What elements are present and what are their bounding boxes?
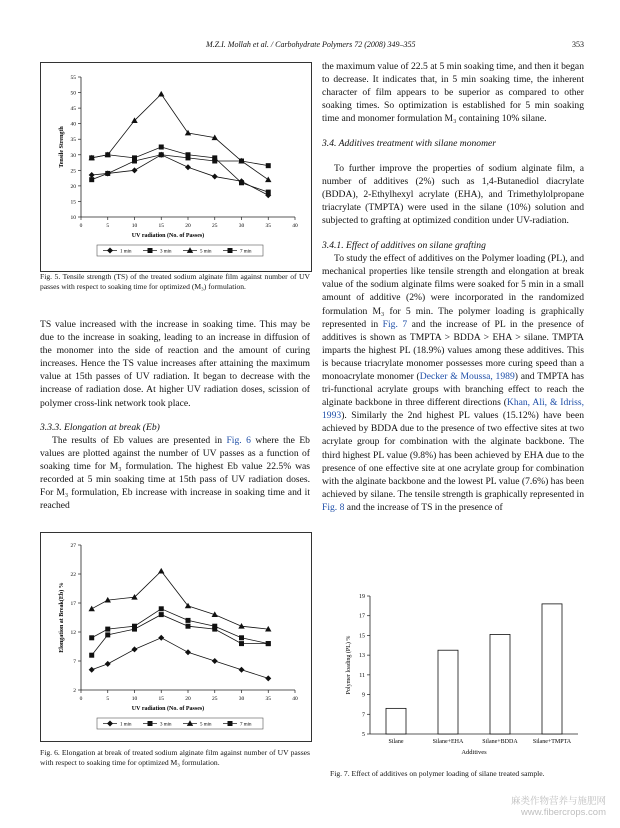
data-point [89,177,94,182]
data-point [239,635,244,640]
x-tick-label: 5 [106,696,110,702]
data-point [132,167,138,173]
y-tick-label: 15 [359,633,365,640]
x-tick-label: 0 [79,223,83,229]
watermark-line-1: 麻类作物营养与施肥网 [510,796,606,807]
x-axis-label: UV radiation (No. of Passes) [131,233,205,239]
figure-6-frame [40,532,312,742]
y-tick-label: 11 [359,672,365,679]
legend-label: 1 min [120,722,132,728]
legend-label: 1 min [120,249,132,255]
y-tick-label: 45 [70,106,76,113]
data-point [89,155,94,160]
right-paragraph-2: To further improve the properties of sodium alginate film, a number of additives (2%) such as 1,4-Butanediol diacrylate (BDDA), 2-Ethylhexyl acrylate (EHA), and Trimethylolpropane triacrylate (TMPTA) were used in the silane (10%) solution and subjected to grafting at optimized condition under UV-radiation. [322,162,584,226]
data-point [105,152,110,157]
fig8-link[interactable]: Fig. 8 [322,501,345,513]
text-run: ). Similarly the 2nd highest PL values (15.12%) have been achieved by BDDA due to the presence of two effective sites at two acrylate group for combination with the alginate backbone. The third highest PL value (9.8%) has been achieved by EHA due to the presence of one effective site at one acrylate group for combination with the alginate backbone and the lowest PL value (7.6%) has been achieved by silane. The tensile strength is graphically represented in [322,410,584,500]
section-3-4-heading: 3.4. Additives treatment with silane monomer [322,138,497,150]
y-tick-label: 25 [70,168,76,175]
data-point [158,635,164,641]
left-column-top [40,318,310,512]
legend-label: 7 min [240,249,252,255]
legend-marker [107,721,113,727]
legend-label: 7 min [240,722,252,728]
y-tick-label: 30 [70,152,76,159]
data-point [239,641,244,646]
x-tick-label: Silane+BDDA [482,739,518,745]
text-run: where the Eb values are plotted against the number of UV passes as a function of soaking time for M₃ formulation. The highest Eb value 22.5% was recorded at 5 min soaking time at 15th pass of UV radiation doses. For M₃ formulation, Eb increase with increase in soaking time and it reached [40,434,310,512]
data-point [159,152,164,157]
x-tick-label: 0 [79,696,83,702]
x-tick-label: 15 [158,223,164,229]
watermark-line-2: www.fibercrops.com [521,807,606,818]
data-point [212,627,217,632]
figure-5-chart [41,63,311,271]
legend-label: 3 min [160,249,172,255]
legend-marker [187,247,193,253]
data-point [132,627,137,632]
x-tick-label: Silane+EHA [432,739,464,745]
x-tick-label: 15 [158,696,164,702]
data-point [212,155,217,160]
data-point [89,172,95,178]
data-point [265,176,271,182]
decker-moussa-citation-link[interactable]: Decker & Moussa, 1989 [419,370,515,382]
journal-citation: M.Z.I. Mollah et al. / Carbohydrate Polymers 72 (2008) 349–355 [206,40,416,49]
data-point [186,624,191,629]
y-tick-label: 17 [70,601,76,607]
legend-label: 3 min [160,722,172,728]
y-axis-label: Elongation at Break(Eb) % [59,582,65,653]
right-paragraph-3 [322,252,584,514]
y-axis-label: Tensile Strength [59,126,65,168]
y-tick-label: 22 [70,572,76,578]
y-tick-label: 12 [70,630,76,636]
legend-marker [148,721,153,726]
series-line [92,615,269,656]
bar [490,634,510,734]
data-point [238,623,244,629]
y-tick-label: 20 [70,183,76,190]
text-run: The results of Eb values are presented in [52,434,227,446]
bar [542,604,562,734]
data-point [159,612,164,617]
series-line [92,94,269,180]
y-tick-label: 17 [359,613,365,620]
y-tick-label: 7 [73,659,76,665]
text-run: ) and TMPTA has tri-functional acrylate groups with branching effect to reach the alginate backbone in three different directions ( [322,370,585,409]
data-point [105,171,110,176]
data-point [266,190,271,195]
x-tick-label: 30 [238,696,245,702]
text-run: and the increase of PL in the presence of additives is shown as TMPTA > BDDA > EHA > silane. TMPTA imparts the highest PL (18.9%) values among these additives. This is because triacrylate monomer possesses more curing speed than a monoacrylate monomer ( [322,318,584,382]
x-tick-label: 25 [212,223,218,229]
figure-6-chart [41,533,311,741]
legend-marker [148,248,153,253]
khan-ali-idriss-citation-link[interactable]: Khan, Ali, & Idriss, 1993 [322,397,584,422]
data-point [212,174,218,180]
legend-label: 5 min [200,249,212,255]
data-point [239,667,245,673]
y-tick-label: 15 [70,199,76,206]
data-point [266,641,271,646]
data-point [212,658,218,664]
y-tick-label: 13 [359,653,365,660]
text-run: To study the effect of additives on the Polymer loading (PL), and mechanical properties like tensile strength and elongation at break value of the sodium alginate films were soaked for 5 min in a small amount of additive (2%) were incorporated in the randomized formulation M₃ for 5 min. The polymer loading is graphically represented in [322,253,584,330]
y-tick-label: 27 [70,543,76,549]
data-point [89,635,94,640]
series-line [92,571,269,629]
bar [386,708,406,734]
data-point [89,653,94,658]
x-tick-label: 5 [106,223,110,229]
data-point [89,667,95,673]
y-tick-label: 19 [359,594,365,600]
figure-5-caption: Fig. 5. Tensile strength (TS) of the treated sodium alginate film against number of UV passes with respect to soaking time for optimized (M₃) formulation. [40,272,310,291]
text-run: and the increase of TS in the presence of [344,501,503,513]
fig7-link[interactable]: Fig. 7 [382,318,408,330]
data-point [185,130,191,136]
y-tick-label: 35 [70,137,76,144]
x-tick-label: 40 [292,223,298,229]
x-tick-label: Silane+TMPTA [532,739,572,745]
watermark [511,796,606,818]
data-point [158,91,164,97]
x-tick-label: 35 [265,696,271,702]
x-axis-label: Additives [461,749,487,756]
data-point [266,163,271,168]
data-point [186,618,191,623]
y-axis-label: Polymer loading (PL) % [346,635,352,695]
y-tick-label: 10 [70,215,76,221]
figure-7-chart [330,588,586,764]
section-3-3-3-heading: 3.3.3. Elongation at break (Eb) [40,421,160,433]
legend-marker [228,721,233,726]
legend-marker [187,720,193,726]
x-axis-label: UV radiation (No. of Passes) [131,706,205,712]
left-paragraph-1: TS value increased with the increase in soaking time. This may be due to the increase in soaking, leading to an increase in diffusion of the monomer into the side of reaction and the amount of curing increases. Hence the TS value increases after attaining the maximum value at 15th passes of UV radiation. It began to decrease with the increase of radiation dose. At higher UV radiation doses, scission of polymer cross-link network took place. [40,319,310,409]
left-paragraph-2 [40,434,310,513]
data-point [89,606,95,612]
data-point [265,675,271,681]
y-tick-label: 5 [362,732,365,738]
data-point [159,145,164,150]
legend-label: 5 min [200,722,212,728]
data-point [105,632,110,637]
data-point [159,606,164,611]
data-point [185,164,191,170]
right-column [322,60,584,514]
y-tick-label: 2 [73,688,76,694]
bar [438,650,458,734]
x-tick-label: Silane [388,739,404,745]
x-tick-label: 20 [185,223,191,229]
x-tick-label: 30 [238,223,245,229]
figure-7-frame [330,588,586,764]
page-number: 353 [572,40,584,49]
data-point [132,646,138,652]
y-tick-label: 7 [362,712,365,719]
x-tick-label: 40 [292,696,298,702]
x-tick-label: 20 [185,696,191,702]
x-tick-label: 10 [131,696,138,702]
legend-marker [107,248,113,254]
figure-6-caption: Fig. 6. Elongation at break of treated sodium alginate film against number of UV passes with respect to soaking time for optimized M₃ formulation. [40,748,310,767]
right-paragraph-1: the maximum value of 22.5 at 5 min soaking time, and then it began to decrease. It indicates that, in 5 min soaking time, the inherent character of film appears to be superior as compared to other soaking times. So optimization is established for 5 min soaking time and monomer formulation M₃ containing 10% silane. [322,61,584,125]
legend-marker [228,248,233,253]
section-3-4-1-heading: 3.4.1. Effect of additives on silane grafting [322,240,486,252]
data-point [105,627,110,632]
x-tick-label: 10 [131,223,138,229]
series-line [92,147,269,192]
figure-5-frame [40,62,312,272]
data-point [158,568,164,574]
x-tick-label: 25 [212,696,218,702]
y-tick-label: 55 [70,75,76,81]
data-point [132,155,137,160]
y-tick-label: 40 [70,121,76,128]
figure-7-caption: Fig. 7. Effect of additives on polymer loading of silane treated sample. [330,769,545,778]
y-tick-label: 50 [70,90,76,97]
data-point [239,180,244,185]
data-point [186,152,191,157]
data-point [105,661,111,667]
data-point [185,649,191,655]
fig6-link[interactable]: Fig. 6 [226,434,251,446]
x-tick-label: 35 [265,223,271,229]
y-tick-label: 9 [362,692,365,699]
